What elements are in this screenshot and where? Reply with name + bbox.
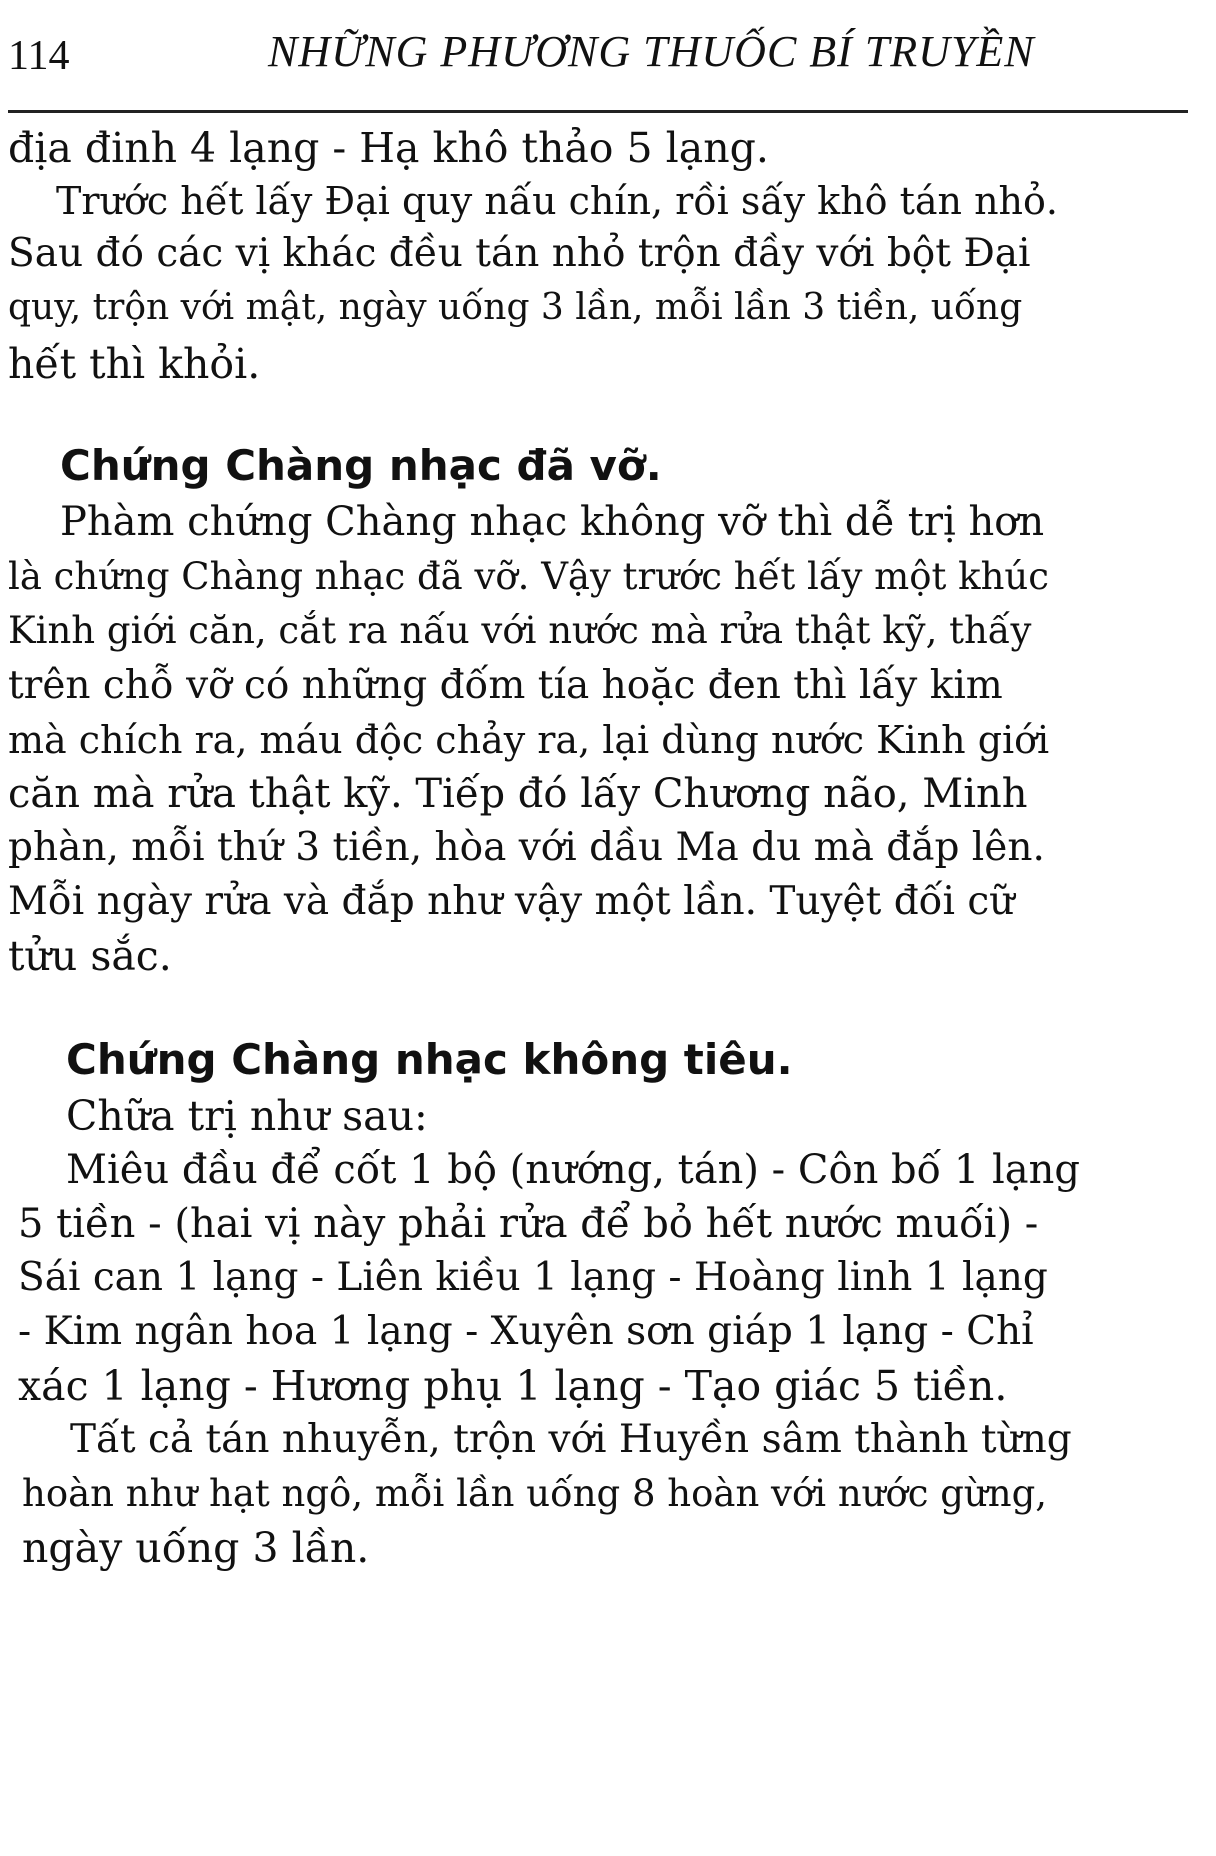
text-line: hết thì khỏi. <box>8 340 261 388</box>
text-line: ngày uống 3 lần. <box>22 1524 370 1572</box>
text-line: Miêu đầu để cốt 1 bộ (nướng, tán) - Côn bố 1 lạng <box>66 1147 1081 1193</box>
text-line: - Kim ngân hoa 1 lạng - Xuyên sơn giáp 1 lạng - Chỉ <box>18 1309 1034 1354</box>
page-number: 114 <box>8 33 70 79</box>
text-line: Mỗi ngày rửa và đắp như vậy một lần. Tuyệt đối cữ <box>8 879 1015 924</box>
text-line: hoàn như hạt ngô, mỗi lần uống 8 hoàn với nước gừng, <box>22 1472 1048 1515</box>
text-line: căn mà rửa thật kỹ. Tiếp đó lấy Chương não, Minh <box>8 771 1028 817</box>
text-line: Sau đó các vị khác đều tán nhỏ trộn đầy với bột Đại <box>8 231 1031 276</box>
text-line: địa đinh 4 lạng - Hạ khô thảo 5 lạng. <box>8 124 769 172</box>
text-line: trên chỗ vỡ có những đốm tía hoặc đen thì lấy kim <box>8 663 1003 708</box>
text-line: Kinh giới căn, cắt ra nấu với nước mà rửa thật kỹ, thấy <box>8 609 1032 652</box>
text-line: quy, trộn với mật, ngày uống 3 lần, mỗi lần 3 tiền, uống <box>8 287 1023 328</box>
text-line: xác 1 lạng - Hương phụ 1 lạng - Tạo giác 5 tiền. <box>18 1362 1008 1410</box>
text-line: phàn, mỗi thứ 3 tiền, hòa với dầu Ma du mà đắp lên. <box>8 825 1045 870</box>
text-line: mà chích ra, máu độc chảy ra, lại dùng nước Kinh giới <box>8 718 1050 762</box>
section-heading: Chứng Chàng nhạc không tiêu. <box>66 1035 793 1084</box>
text-line: Phàm chứng Chàng nhạc không vỡ thì dễ trị hơn <box>60 499 1045 545</box>
text-line: Sái can 1 lạng - Liên kiều 1 lạng - Hoàng linh 1 lạng <box>18 1255 1048 1300</box>
page-header <box>0 20 1200 90</box>
text-line: tửu sắc. <box>8 932 172 980</box>
header-rule <box>8 110 1188 113</box>
running-title: NHỮNG PHƯƠNG THUỐC BÍ TRUYỀN <box>268 27 1035 76</box>
text-line: Trước hết lấy Đại quy nấu chín, rồi sấy khô tán nhỏ. <box>56 179 1058 223</box>
text-line: 5 tiền - (hai vị này phải rửa để bỏ hết nước muối) - <box>18 1201 1039 1247</box>
text-line: là chứng Chàng nhạc đã vỡ. Vậy trước hết lấy một khúc <box>8 555 1049 598</box>
text-line: Tất cả tán nhuyễn, trộn với Huyền sâm thành từng <box>70 1417 1072 1462</box>
text-line: Chữa trị như sau: <box>66 1092 428 1140</box>
section-heading: Chứng Chàng nhạc đã vỡ. <box>60 441 662 490</box>
